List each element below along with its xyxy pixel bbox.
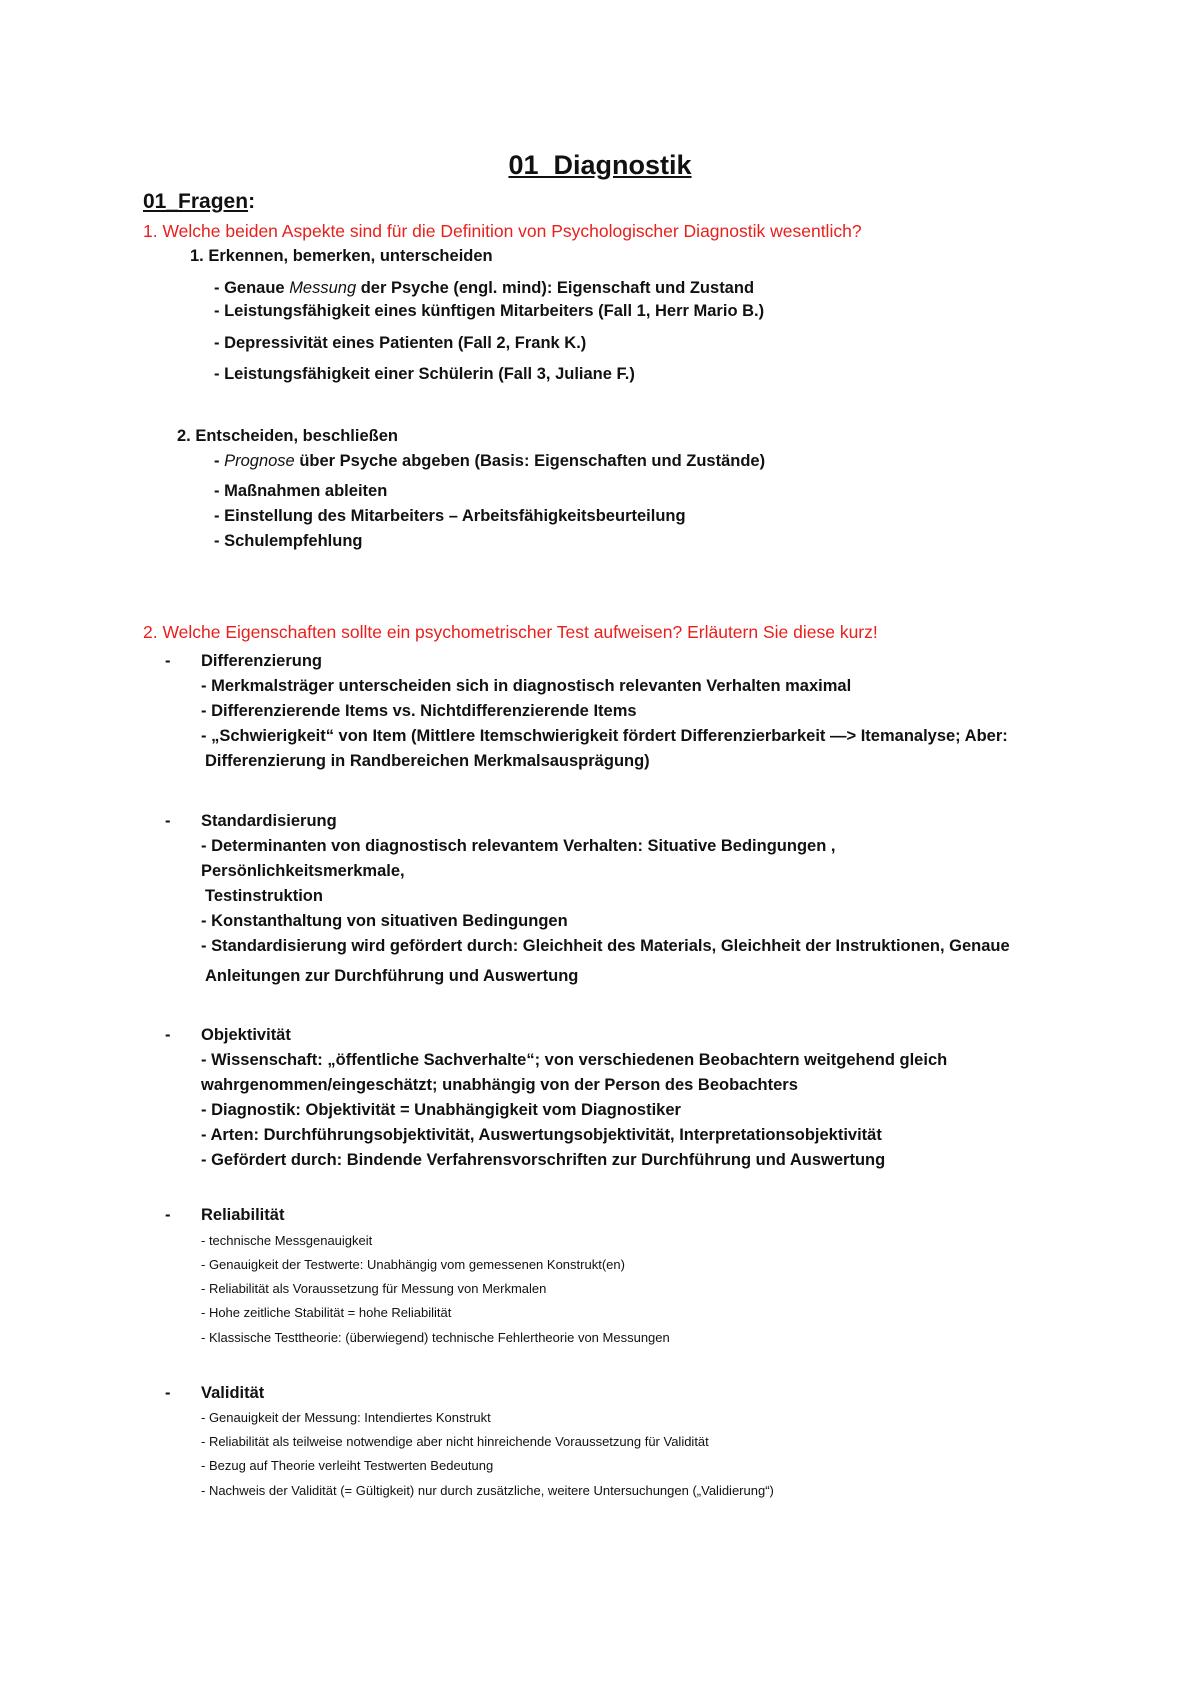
property-heading: Standardisierung xyxy=(201,812,337,830)
page-title: 01_Diagnostik xyxy=(508,150,692,180)
answer-1-line: - Leistungsfähigkeit eines künftigen Mitarbeiters (Fall 1, Herr Mario B.) xyxy=(214,302,765,320)
bullet-dash: - xyxy=(165,652,171,670)
property-line: - Standardisierung wird gefördert durch: Gleichheit des Materials, Gleichheit der Instruktionen, Genaue xyxy=(201,937,1010,955)
answer-1-line: - Genaue Messung der Psyche (engl. mind): Eigenschaft und Zustand xyxy=(214,279,755,297)
property-line: - Klassische Testtheorie: (überwiegend) technische Fehlertheorie von Messungen xyxy=(201,1330,670,1345)
property-line: - Differenzierende Items vs. Nichtdifferenzierende Items xyxy=(201,702,637,720)
property-line: - Determinanten von diagnostisch relevantem Verhalten: Situative Bedingungen , xyxy=(201,837,836,855)
answer-1-line: - Depressivität eines Patienten (Fall 2, Frank K.) xyxy=(214,334,587,352)
answer-1-line: - Leistungsfähigkeit einer Schülerin (Fall 3, Juliane F.) xyxy=(214,365,635,383)
property-line: - Nachweis der Validität (= Gültigkeit) nur durch zusätzliche, weitere Untersuchungen („Validierung“) xyxy=(201,1483,774,1498)
property-line: - Merkmalsträger unterscheiden sich in diagnostisch relevanten Verhalten maximal xyxy=(201,677,852,695)
property-line: - Genauigkeit der Messung: Intendiertes Konstrukt xyxy=(201,1410,491,1425)
property-line: Persönlichkeitsmerkmale, xyxy=(201,862,405,880)
property-line: - „Schwierigkeit“ von Item (Mittlere Itemschwierigkeit fördert Differenzierbarkeit —> Itemanalyse; Aber: xyxy=(201,727,1008,745)
answer-2-line: - Prognose über Psyche abgeben (Basis: Eigenschaften und Zustände) xyxy=(214,452,766,470)
answer-2-heading: 2. Entscheiden, beschließen xyxy=(177,427,398,445)
property-line: - Arten: Durchführungsobjektivität, Auswertungsobjektivität, Interpretationsobjektivität xyxy=(201,1126,882,1144)
property-line: Testinstruktion xyxy=(205,887,323,905)
property-line: Anleitungen zur Durchführung und Auswertung xyxy=(205,967,579,985)
property-line: - Diagnostik: Objektivität = Unabhängigkeit vom Diagnostiker xyxy=(201,1101,681,1119)
bullet-dash: - xyxy=(165,812,171,830)
answer-2-line: - Maßnahmen ableiten xyxy=(214,482,388,500)
property-line: - Hohe zeitliche Stabilität = hohe Reliabilität xyxy=(201,1305,452,1320)
property-line: - Wissenschaft: „öffentliche Sachverhalte“; von verschiedenen Beobachtern weitgehend gleich xyxy=(201,1051,948,1069)
property-heading: Objektivität xyxy=(201,1026,291,1044)
question-2: 2. Welche Eigenschaften sollte ein psychometrischer Test aufweisen? Erläutern Sie diese kurz! xyxy=(143,622,878,642)
property-line: Differenzierung in Randbereichen Merkmalsausprägung) xyxy=(205,752,650,770)
bullet-dash: - xyxy=(165,1384,171,1402)
property-line: - Konstanthaltung von situativen Bedingungen xyxy=(201,912,568,930)
section-heading xyxy=(143,190,255,214)
answer-2-line: - Schulempfehlung xyxy=(214,532,363,550)
property-line: - technische Messgenauigkeit xyxy=(201,1233,373,1248)
section-label: 01_Fragen xyxy=(143,190,249,213)
property-line: - Reliabilität als teilweise notwendige aber nicht hinreichende Voraussetzung für Validität xyxy=(201,1434,709,1449)
question-1: 1. Welche beiden Aspekte sind für die Definition von Psychologischer Diagnostik wesentlich? xyxy=(143,221,862,241)
property-line: - Genauigkeit der Testwerte: Unabhängig vom gemessenen Konstrukt(en) xyxy=(201,1257,625,1272)
property-heading: Validität xyxy=(201,1384,265,1402)
property-line: - Reliabilität als Voraussetzung für Messung von Merkmalen xyxy=(201,1281,547,1296)
bullet-dash: - xyxy=(165,1206,171,1224)
property-heading: Reliabilität xyxy=(201,1206,285,1224)
answer-1-heading: 1. Erkennen, bemerken, unterscheiden xyxy=(190,247,493,265)
answer-2-line: - Einstellung des Mitarbeiters – Arbeitsfähigkeitsbeurteilung xyxy=(214,507,686,525)
property-line: - Bezug auf Theorie verleiht Testwerten Bedeutung xyxy=(201,1458,494,1473)
property-line: wahrgenommen/eingeschätzt; unabhängig von der Person des Beobachters xyxy=(201,1076,798,1094)
bullet-dash: - xyxy=(165,1026,171,1044)
property-heading: Differenzierung xyxy=(201,652,323,670)
section-colon: : xyxy=(248,190,256,213)
property-line: - Gefördert durch: Bindende Verfahrensvorschriften zur Durchführung und Auswertung xyxy=(201,1151,886,1169)
